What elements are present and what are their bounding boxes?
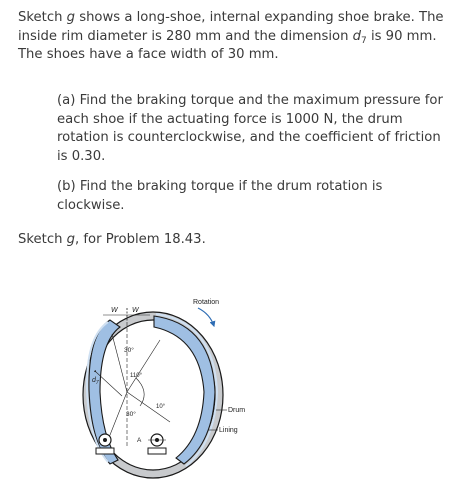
intro-sketch-ref: g — [66, 10, 75, 25]
pivot-a-label: A — [137, 437, 142, 444]
intro-text-2: shows a long-shoe, internal expanding shoe brake. The inside rim diameter is 280 mm and the dimension — [18, 10, 444, 44]
intro-dim-subscript: 7 — [361, 35, 367, 46]
figure-caption — [18, 231, 438, 250]
d7-symbol: d — [92, 377, 96, 384]
caption-ref: g — [66, 232, 75, 247]
intro-dim-symbol: d — [352, 28, 362, 44]
rotation-label: Rotation — [193, 299, 220, 306]
angle-110-label: 110° — [130, 373, 142, 379]
caption-text-2: , for Problem 18.43. — [75, 232, 206, 247]
caption-text-1: Sketch — [18, 232, 67, 247]
part-a-question: (a) Find the braking torque and the maximum pressure for each shoe if the actuating force is 1000 N, the drum rotation is counterclockwise, and the coefficient of friction is 0.30. — [57, 93, 443, 164]
arc-110 — [136, 378, 144, 406]
left-pivot-pin — [103, 438, 107, 442]
intro-text-1: Sketch — [18, 10, 67, 25]
intro-text-3: is 90 mm. The shoes have a face width of 30 mm. — [18, 28, 437, 63]
problem-intro — [18, 9, 456, 65]
part-b-question: (b) Find the braking torque if the drum rotation is clockwise. — [57, 179, 383, 213]
angle-line-upper-left — [112, 334, 127, 392]
brake-figure — [60, 282, 260, 482]
angle-30-bottom-label: 30° — [126, 411, 136, 418]
d7-subscript: 7 — [95, 380, 99, 386]
drum-label: Drum — [228, 407, 246, 414]
angle-10-label: 10° — [156, 404, 166, 410]
rotation-arrow — [198, 308, 214, 326]
lining-label: Lining — [219, 427, 238, 434]
left-pivot-base — [96, 448, 114, 454]
right-pivot-base — [148, 448, 166, 454]
w-left-label: W — [111, 307, 118, 314]
angle-line-lower-left — [108, 392, 127, 440]
angle-30-top-label: 30° — [124, 347, 134, 354]
w-right-label: W — [132, 307, 139, 314]
